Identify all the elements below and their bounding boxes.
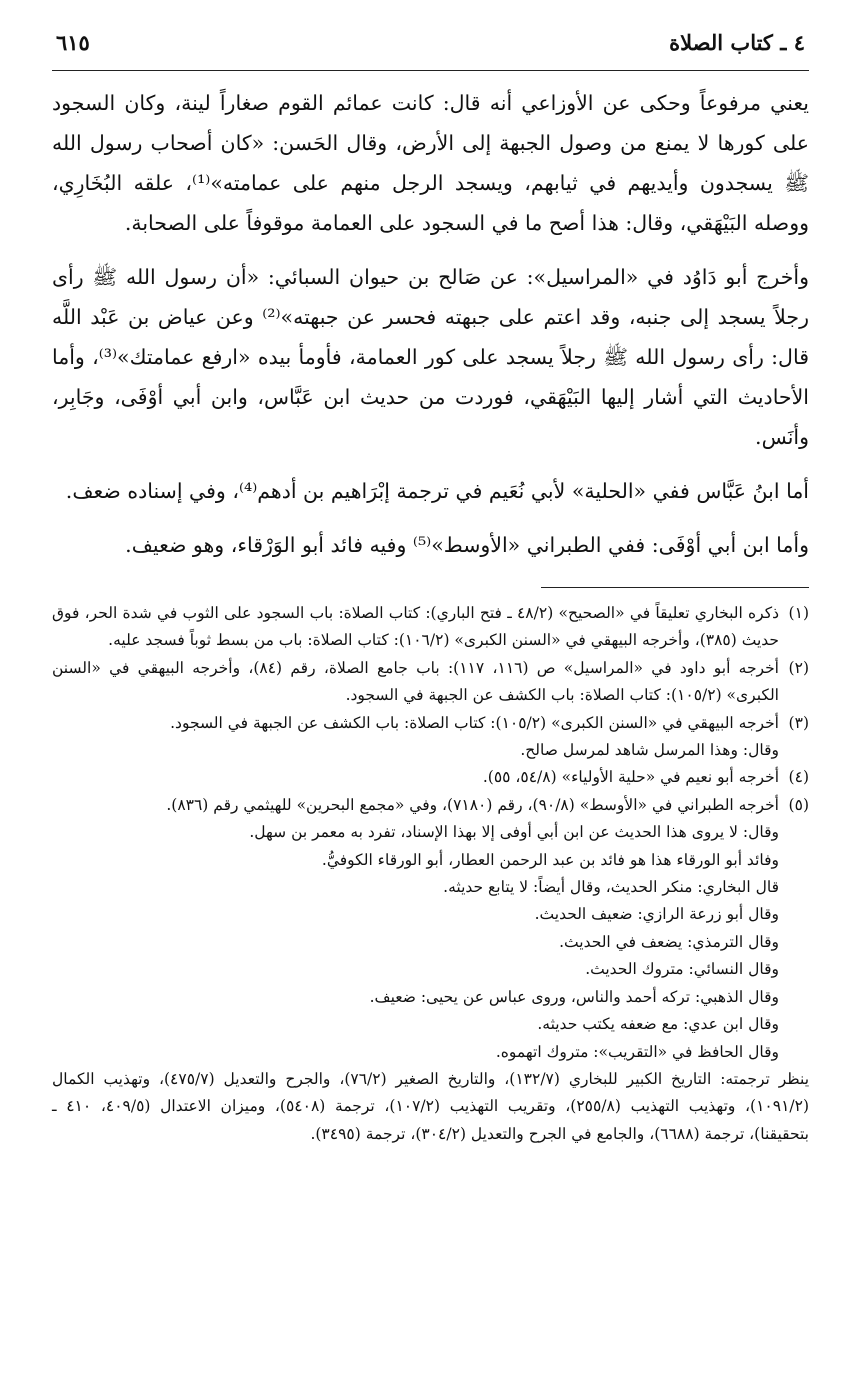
paragraph: أما ابنُ عَبَّاس ففي «الحلية» لأبي نُعَيم في ترجمة إبْرَاهيم بن أدهم⁽⁴⁾، وفي إسناده ضعف. <box>65 479 809 503</box>
chapter-title: ٤ ـ كتاب الصلاة <box>669 30 805 55</box>
footnote-text: أخرجه أبو نعيم في «حلية الأولياء» (٥٤/٨، ٥٥). <box>482 768 779 787</box>
paragraph: يعني مرفوعاً وحكى عن الأوزاعي أنه قال: كانت عمائم القوم صغاراً لينة، وكان السجود على كورها لا يمنع من وصول الجبهة إلى الأرض، وقال الحَسن: «كان أصحاب رسول الله ﷺ يسجدون وأيديهم في ثيابهم، ويسجد الرجل منهم على عمامته»⁽¹⁾، علقه البُخَارِي، ووصله البَيْهَقي، وقال: هذا أصح ما في السجود على العمامة موقوفاً على الصحابة. <box>52 91 809 235</box>
footnote-line: وقال النسائي: متروك الحديث. <box>585 960 779 979</box>
footnote-text: أخرجه الطبراني في «الأوسط» (٩٠/٨)، رقم (٧١٨٠)، وفي «مجمع البحرين» للهيثمي رقم (٨٣٦). <box>166 795 779 814</box>
footnote-number: (٥) <box>788 795 809 814</box>
footnote-line: وقال الذهبي: تركه أحمد والناس، وروى عباس عن يحيى: ضعيف. <box>369 987 779 1006</box>
footnote-number: (١) <box>788 604 809 622</box>
footnote-number: (٤) <box>788 768 809 787</box>
footnote-line: وقال الحافظ في «التقريب»: متروك اتهموه. <box>495 1042 779 1061</box>
footnote-separator <box>541 587 809 588</box>
footnote <box>52 764 809 791</box>
main-text <box>52 83 809 565</box>
footnote <box>52 792 809 819</box>
footnote-line: وقال: لا يروى هذا الحديث عن ابن أبي أوفى إلا بهذا الإسناد، تفرد به معمر بن سهل. <box>249 823 779 842</box>
page-number: ٦١٥ <box>56 30 90 55</box>
footnote-number: (٢) <box>788 658 809 677</box>
footnotes <box>52 600 809 1148</box>
footnote-line: وقال ابن عدي: مع ضعفه يكتب حديثه. <box>537 1015 779 1034</box>
running-header <box>52 30 809 71</box>
footnote-line: قال البخاري: منكر الحديث، وقال أيضاً: لا يتابع حديثه. <box>443 878 779 897</box>
footnote-line: ينظر ترجمته: التاريخ الكبير للبخاري (١٣٢/٧)، والتاريخ الصغير (٧٦/٢)، والجرح والتعديل (٤٧٥/٧)، وتهذيب الكمال (١٠٩١/٢)، وتهذيب التهذيب (٢٥٥/٨)، وتقريب التهذيب (١٠٧/٢)، ترجمة (٥٤٠٨)، وميزان الاعتدال (٤٠٩/٥، ٤١٠ ـ بتحقيقنا)، ترجمة (٦٦٨٨)، والجامع في الجرح والتعديل (٣٠٤/٢)، ترجمة (٣٤٩٥). <box>52 1069 810 1143</box>
footnote-line: وقال أبو زرعة الرازي: ضعيف الحديث. <box>534 905 779 924</box>
paragraph: وأما ابن أبي أوْفَى: ففي الطبراني «الأوسط»⁽⁵⁾ وفيه فائد أبو الوَرْقاء، وهو ضعيف. <box>125 533 809 557</box>
footnote <box>52 600 809 655</box>
footnote-number: (٣) <box>788 713 809 732</box>
footnote-line: وقال الترمذي: يضعف في الحديث. <box>559 932 779 951</box>
footnote-line: وفائد أبو الورقاء هذا هو فائد بن عبد الرحمن العطار، أبو الورقاء الكوفيُّ. <box>321 850 779 869</box>
footnote <box>52 710 809 737</box>
footnote-text: أخرجه أبو داود في «المراسيل» ص (١١٦، ١١٧): باب جامع الصلاة، رقم (٨٤)، وأخرجه البيهقي في «السنن الكبرى» (١٠٥/٢): كتاب الصلاة: باب الكشف عن الجبهة في السجود. <box>52 658 779 705</box>
paragraph: وأخرج أبو دَاوُد في «المراسيل»: عن صَالح بن حيوان السبائي: «أن رسول الله ﷺ رأى رجلاً يسجد إلى جنبه، وقد اعتم على جبهته فحسر عن جبهته»⁽²⁾ وعن عياض بن عَبْد اللَّه قال: رأى رسول الله ﷺ رجلاً يسجد على كور العمامة، فأومأ بيده «ارفع عمامتك»⁽³⁾، وأما الأحاديث التي أشار إليها البَيْهَقي، فوردت من حديث ابن عَبَّاس، وابن أبي أوْفَى، وجَابِر، وأنَس. <box>52 265 810 449</box>
footnote <box>52 655 809 710</box>
footnote-text: ذكره البخاري تعليقاً في «الصحيح» (٤٨/٢ ـ فتح الباري): كتاب الصلاة: باب السجود على الثوب في شدة الحر، فوق حديث (٣٨٥)، وأخرجه البيهقي في «السنن الكبرى» (١٠٦/٢): كتاب الصلاة: باب من بسط ثوباً فسجد عليه. <box>52 604 780 650</box>
footnote-line: وقال: وهذا المرسل شاهد لمرسل صالح. <box>520 741 779 760</box>
footnote-text: أخرجه البيهقي في «السنن الكبرى» (١٠٥/٢): كتاب الصلاة: باب الكشف عن الجبهة في السجود. <box>170 713 779 732</box>
